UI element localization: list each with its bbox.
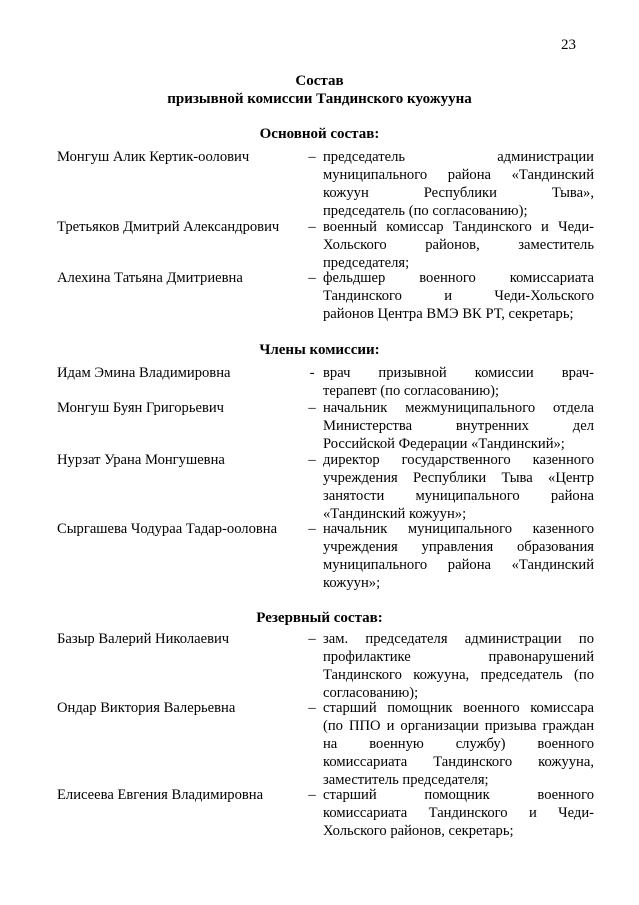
role-line: кожуун»; xyxy=(323,575,381,591)
role-line: врач призывной комиссии врач- xyxy=(323,365,594,381)
separator-dash: - xyxy=(309,365,315,381)
member-name: Идам Эмина Владимировна xyxy=(57,365,231,381)
member-name: Монгуш Алик Кертик-оолович xyxy=(57,149,250,165)
member-role xyxy=(323,451,594,523)
separator-dash: – xyxy=(308,452,316,468)
role-line: учреждения управления образования xyxy=(323,539,594,555)
separator-dash: – xyxy=(308,270,316,286)
role-line: комиссариата Тандинского кожууна, xyxy=(323,754,594,770)
role-line: согласованию); xyxy=(323,685,419,701)
role-line: кожуун Республики Тыва», xyxy=(323,185,594,201)
role-line: Российской Федерации «Тандинский»; xyxy=(323,436,565,452)
role-line: районов Центра ВМЭ ВК РТ, секретарь; xyxy=(323,306,574,322)
member-role xyxy=(323,630,594,702)
section-heading-reserve: Резервный состав: xyxy=(256,610,383,626)
member-name: Ондар Виктория Валерьевна xyxy=(57,700,236,716)
member-role xyxy=(323,520,594,592)
member-name: Монгуш Буян Григорьевич xyxy=(57,400,225,416)
role-line: Тандинского и Чеди-Хольского xyxy=(323,288,594,304)
member-name: Елисеева Евгения Владимировна xyxy=(57,787,264,803)
role-line: Хольского районов, заместитель xyxy=(323,237,594,253)
role-line: начальник муниципального казенного xyxy=(323,521,594,537)
role-line: старший помощник военного xyxy=(323,787,594,803)
section-heading-members: Члены комиссии: xyxy=(259,342,380,358)
role-line: Министерства внутренних дел xyxy=(323,418,594,434)
member-name: Алехина Татьяна Дмитриевна xyxy=(57,270,243,286)
role-line: Тандинского кожууна, председатель (по xyxy=(323,667,594,683)
member-role xyxy=(323,699,594,789)
role-line: комиссариата Тандинского и Чеди- xyxy=(323,805,594,821)
member-name: Сыргашева Чодураа Тадар-ооловна xyxy=(57,521,278,537)
role-line: муниципального района «Тандинский xyxy=(323,557,594,573)
member-role xyxy=(323,399,594,453)
member-role xyxy=(323,364,594,400)
separator-dash: – xyxy=(308,787,316,803)
separator-dash: – xyxy=(308,219,316,235)
role-line: занятости муниципального района xyxy=(323,488,594,504)
separator-dash: – xyxy=(308,700,316,716)
role-line: директор государственного казенного xyxy=(323,452,594,468)
document-title: Состав xyxy=(295,73,344,89)
role-line: (по ППО и организации призыва граждан xyxy=(323,718,594,734)
role-line: начальник межмуниципального отдела xyxy=(323,400,594,416)
document-subtitle: призывной комиссии Тандинского куожууна xyxy=(167,91,472,107)
separator-dash: – xyxy=(308,631,316,647)
role-line: военный комиссар Тандинского и Чеди- xyxy=(323,219,594,235)
member-name: Нурзат Урана Монгушевна xyxy=(57,452,225,468)
separator-dash: – xyxy=(308,149,316,165)
role-line: Хольского районов, секретарь; xyxy=(323,823,514,839)
role-line: председатель (по согласованию); xyxy=(323,203,528,219)
member-name: Третьяков Дмитрий Александрович xyxy=(57,219,280,235)
role-line: фельдшер военного комиссариата xyxy=(323,270,594,286)
role-line: «Тандинский кожуун»; xyxy=(323,506,467,522)
member-role xyxy=(323,218,594,272)
separator-dash: – xyxy=(308,521,316,537)
role-line: учреждения Республики Тыва «Центр xyxy=(323,470,594,486)
role-line: председателя; xyxy=(323,255,410,271)
member-role xyxy=(323,148,594,220)
role-line: старший помощник военного комиссара xyxy=(323,700,594,716)
role-line: заместитель председателя; xyxy=(323,772,489,788)
member-name: Базыр Валерий Николаевич xyxy=(57,631,230,647)
member-role xyxy=(323,786,594,840)
page-number: 23 xyxy=(561,37,576,53)
role-line: зам. председателя администрации по xyxy=(323,631,594,647)
separator-dash: – xyxy=(308,400,316,416)
section-heading-main: Основной состав: xyxy=(259,126,380,142)
role-line: терапевт (по согласованию); xyxy=(323,383,500,399)
role-line: муниципального района «Тандинский xyxy=(323,167,594,183)
role-line: на военную службу) военного xyxy=(323,736,594,752)
role-line: профилактике правонарушений xyxy=(323,649,594,665)
role-line: председатель администрации xyxy=(323,149,594,165)
member-role xyxy=(323,269,594,323)
